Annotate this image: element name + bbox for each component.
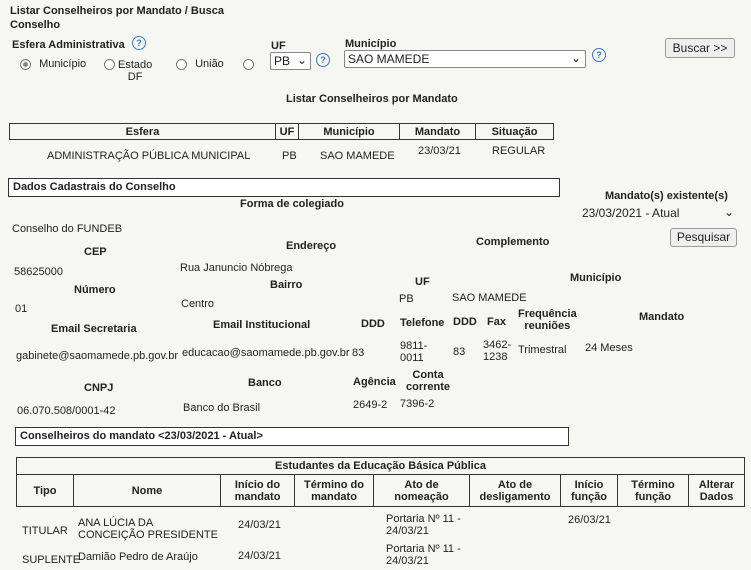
- radio-blank[interactable]: [243, 58, 254, 70]
- header-inicio-mandato: Início do mandato: [221, 475, 295, 507]
- conta-value: 7396-2: [400, 398, 435, 410]
- row2-inicio: 24/03/21: [238, 550, 281, 562]
- header-alterar-dados: Alterar Dados: [689, 475, 745, 507]
- banco-label: Banco: [248, 377, 282, 389]
- radio-uniao[interactable]: União: [176, 58, 224, 70]
- radio-municipio-control[interactable]: [20, 59, 31, 70]
- ddd2-label: DDD: [453, 316, 477, 328]
- header-inicio-funcao: Início função: [561, 475, 618, 507]
- chevron-down-icon: ⌄: [723, 205, 734, 219]
- mandato2-value: 24 Meses: [585, 342, 633, 354]
- row1-tipo: TITULAR: [22, 525, 68, 537]
- cell-situacao: REGULAR: [492, 145, 546, 157]
- row2-ato: Portaria Nº 11 - 24/03/21: [386, 543, 461, 567]
- cell-uf: PB: [282, 150, 297, 162]
- ddd-label: DDD: [361, 318, 385, 330]
- header-termino-mandato: Término do mandato: [295, 475, 374, 507]
- endereco-value: Rua Januncio Nóbrega: [180, 262, 293, 274]
- endereco-label: Endereço: [286, 240, 337, 252]
- radio-blank-control[interactable]: [243, 59, 254, 70]
- chevron-down-icon: ⌄: [570, 51, 581, 65]
- municipio2-value: SAO MAMEDE: [452, 292, 527, 304]
- mandatos-label: Mandato(s) existente(s): [605, 190, 728, 202]
- numero-label: Número: [74, 284, 116, 296]
- bairro-label: Bairro: [270, 279, 303, 291]
- buscar-button[interactable]: Buscar >>: [665, 38, 735, 58]
- header-uf: UF: [276, 124, 299, 140]
- header-nome: Nome: [74, 475, 221, 507]
- uf2-value: PB: [399, 293, 414, 305]
- page-title: Listar Conselheiros por Mandato / Busca Conselho: [10, 5, 224, 31]
- row1-nome: ANA LÚCIA DA CONCEIÇÃO PRESIDENTE: [78, 517, 218, 541]
- conselheiros-bar: Conselheiros do mandato <23/03/2021 - Atual>: [15, 427, 569, 446]
- ddd-value: 83: [352, 347, 365, 359]
- radio-estado-control[interactable]: [104, 59, 115, 70]
- header-ato-nomeacao: Ato de nomeação: [374, 475, 470, 507]
- cnpj-value: 06.070.508/0001-42: [17, 405, 116, 417]
- email-inst-label: Email Institucional: [213, 319, 311, 331]
- ddd2-value: 83: [453, 346, 466, 358]
- group-title: Estudantes da Educação Básica Pública: [17, 458, 745, 475]
- complemento-label: Complemento: [476, 236, 550, 248]
- forma-label: Forma de colegiado: [240, 198, 344, 210]
- municipio-label: Município: [345, 38, 397, 50]
- radio-estado[interactable]: [104, 58, 115, 70]
- esfera-help-icon[interactable]: ?: [132, 36, 146, 50]
- municipio-help-icon[interactable]: ?: [592, 48, 606, 62]
- header-tipo: Tipo: [17, 475, 74, 507]
- row1-inicio-funcao: 26/03/21: [568, 514, 611, 526]
- row2-tipo: SUPLENTE: [22, 554, 81, 566]
- chevron-down-icon: ⌄: [296, 53, 307, 67]
- pesquisar-button[interactable]: Pesquisar: [670, 228, 737, 247]
- uf-label: UF: [271, 40, 286, 52]
- header-municipio: Município: [299, 124, 400, 140]
- cell-municipio: SAO MAMEDE: [320, 150, 395, 162]
- numero-value: 01: [15, 303, 28, 315]
- mandato2-label: Mandato: [639, 311, 685, 323]
- municipio2-label: Município: [570, 272, 622, 284]
- cnpj-label: CNPJ: [84, 382, 114, 394]
- header-esfera: Esfera: [10, 124, 276, 140]
- email-sec-value: gabinete@saomamede.pb.gov.br: [16, 350, 179, 362]
- conselheiros-table: [16, 457, 745, 507]
- agencia-value: 2649-2: [353, 399, 388, 411]
- cep-label: CEP: [84, 246, 107, 258]
- cell-esfera: ADMINISTRAÇÃO PÚBLICA MUNICIPAL: [47, 150, 251, 162]
- header-ato-desligamento: Ato de desligamento: [470, 475, 561, 507]
- forma-value: Conselho do FUNDEB: [12, 223, 123, 235]
- fax-value: 3462- 1238: [483, 339, 512, 363]
- dados-cadastrais-bar: Dados Cadastrais do Conselho: [8, 178, 560, 197]
- mandatos-select[interactable]: 23/03/2021 - Atual ⌄: [582, 205, 734, 220]
- row2-nome: Damião Pedro de Araújo: [78, 551, 198, 563]
- radio-uniao-control[interactable]: [176, 59, 187, 70]
- municipio-select[interactable]: SAO MAMEDE ⌄: [344, 50, 586, 68]
- section-title: Listar Conselheiros por Mandato: [286, 93, 458, 105]
- row1-inicio: 24/03/21: [238, 519, 281, 531]
- cep-value: 58625000: [14, 266, 63, 278]
- header-termino-funcao: Término função: [618, 475, 689, 507]
- telefone-value: 9811- 0011: [400, 340, 428, 364]
- header-situacao: Situação: [476, 124, 554, 140]
- radio-estado-label: Estado DF: [118, 59, 153, 83]
- uf-help-icon[interactable]: ?: [316, 53, 330, 67]
- cell-mandato: 23/03/21: [418, 145, 461, 157]
- radio-municipio[interactable]: Município: [20, 58, 86, 70]
- freq-label: Frequência reuniões: [518, 308, 577, 332]
- freq-value: Trimestral: [518, 344, 567, 356]
- bairro-value: Centro: [181, 298, 215, 310]
- fax-label: Fax: [487, 316, 506, 328]
- banco-value: Banco do Brasil: [183, 402, 261, 414]
- uf-select[interactable]: PB ⌄: [270, 52, 311, 70]
- header-mandato: Mandato: [400, 124, 476, 140]
- email-sec-label: Email Secretaria: [51, 323, 137, 335]
- esfera-label: Esfera Administrativa: [12, 39, 125, 51]
- email-inst-value: educacao@saomamede.pb.gov.br: [182, 347, 350, 359]
- uf2-label: UF: [415, 276, 430, 288]
- agencia-label: Agência: [353, 376, 396, 388]
- mandato-table: [9, 123, 554, 140]
- telefone-label: Telefone: [400, 317, 445, 329]
- conta-label: Conta corrente: [406, 369, 451, 393]
- row1-ato: Portaria Nº 11 - 24/03/21: [386, 513, 461, 537]
